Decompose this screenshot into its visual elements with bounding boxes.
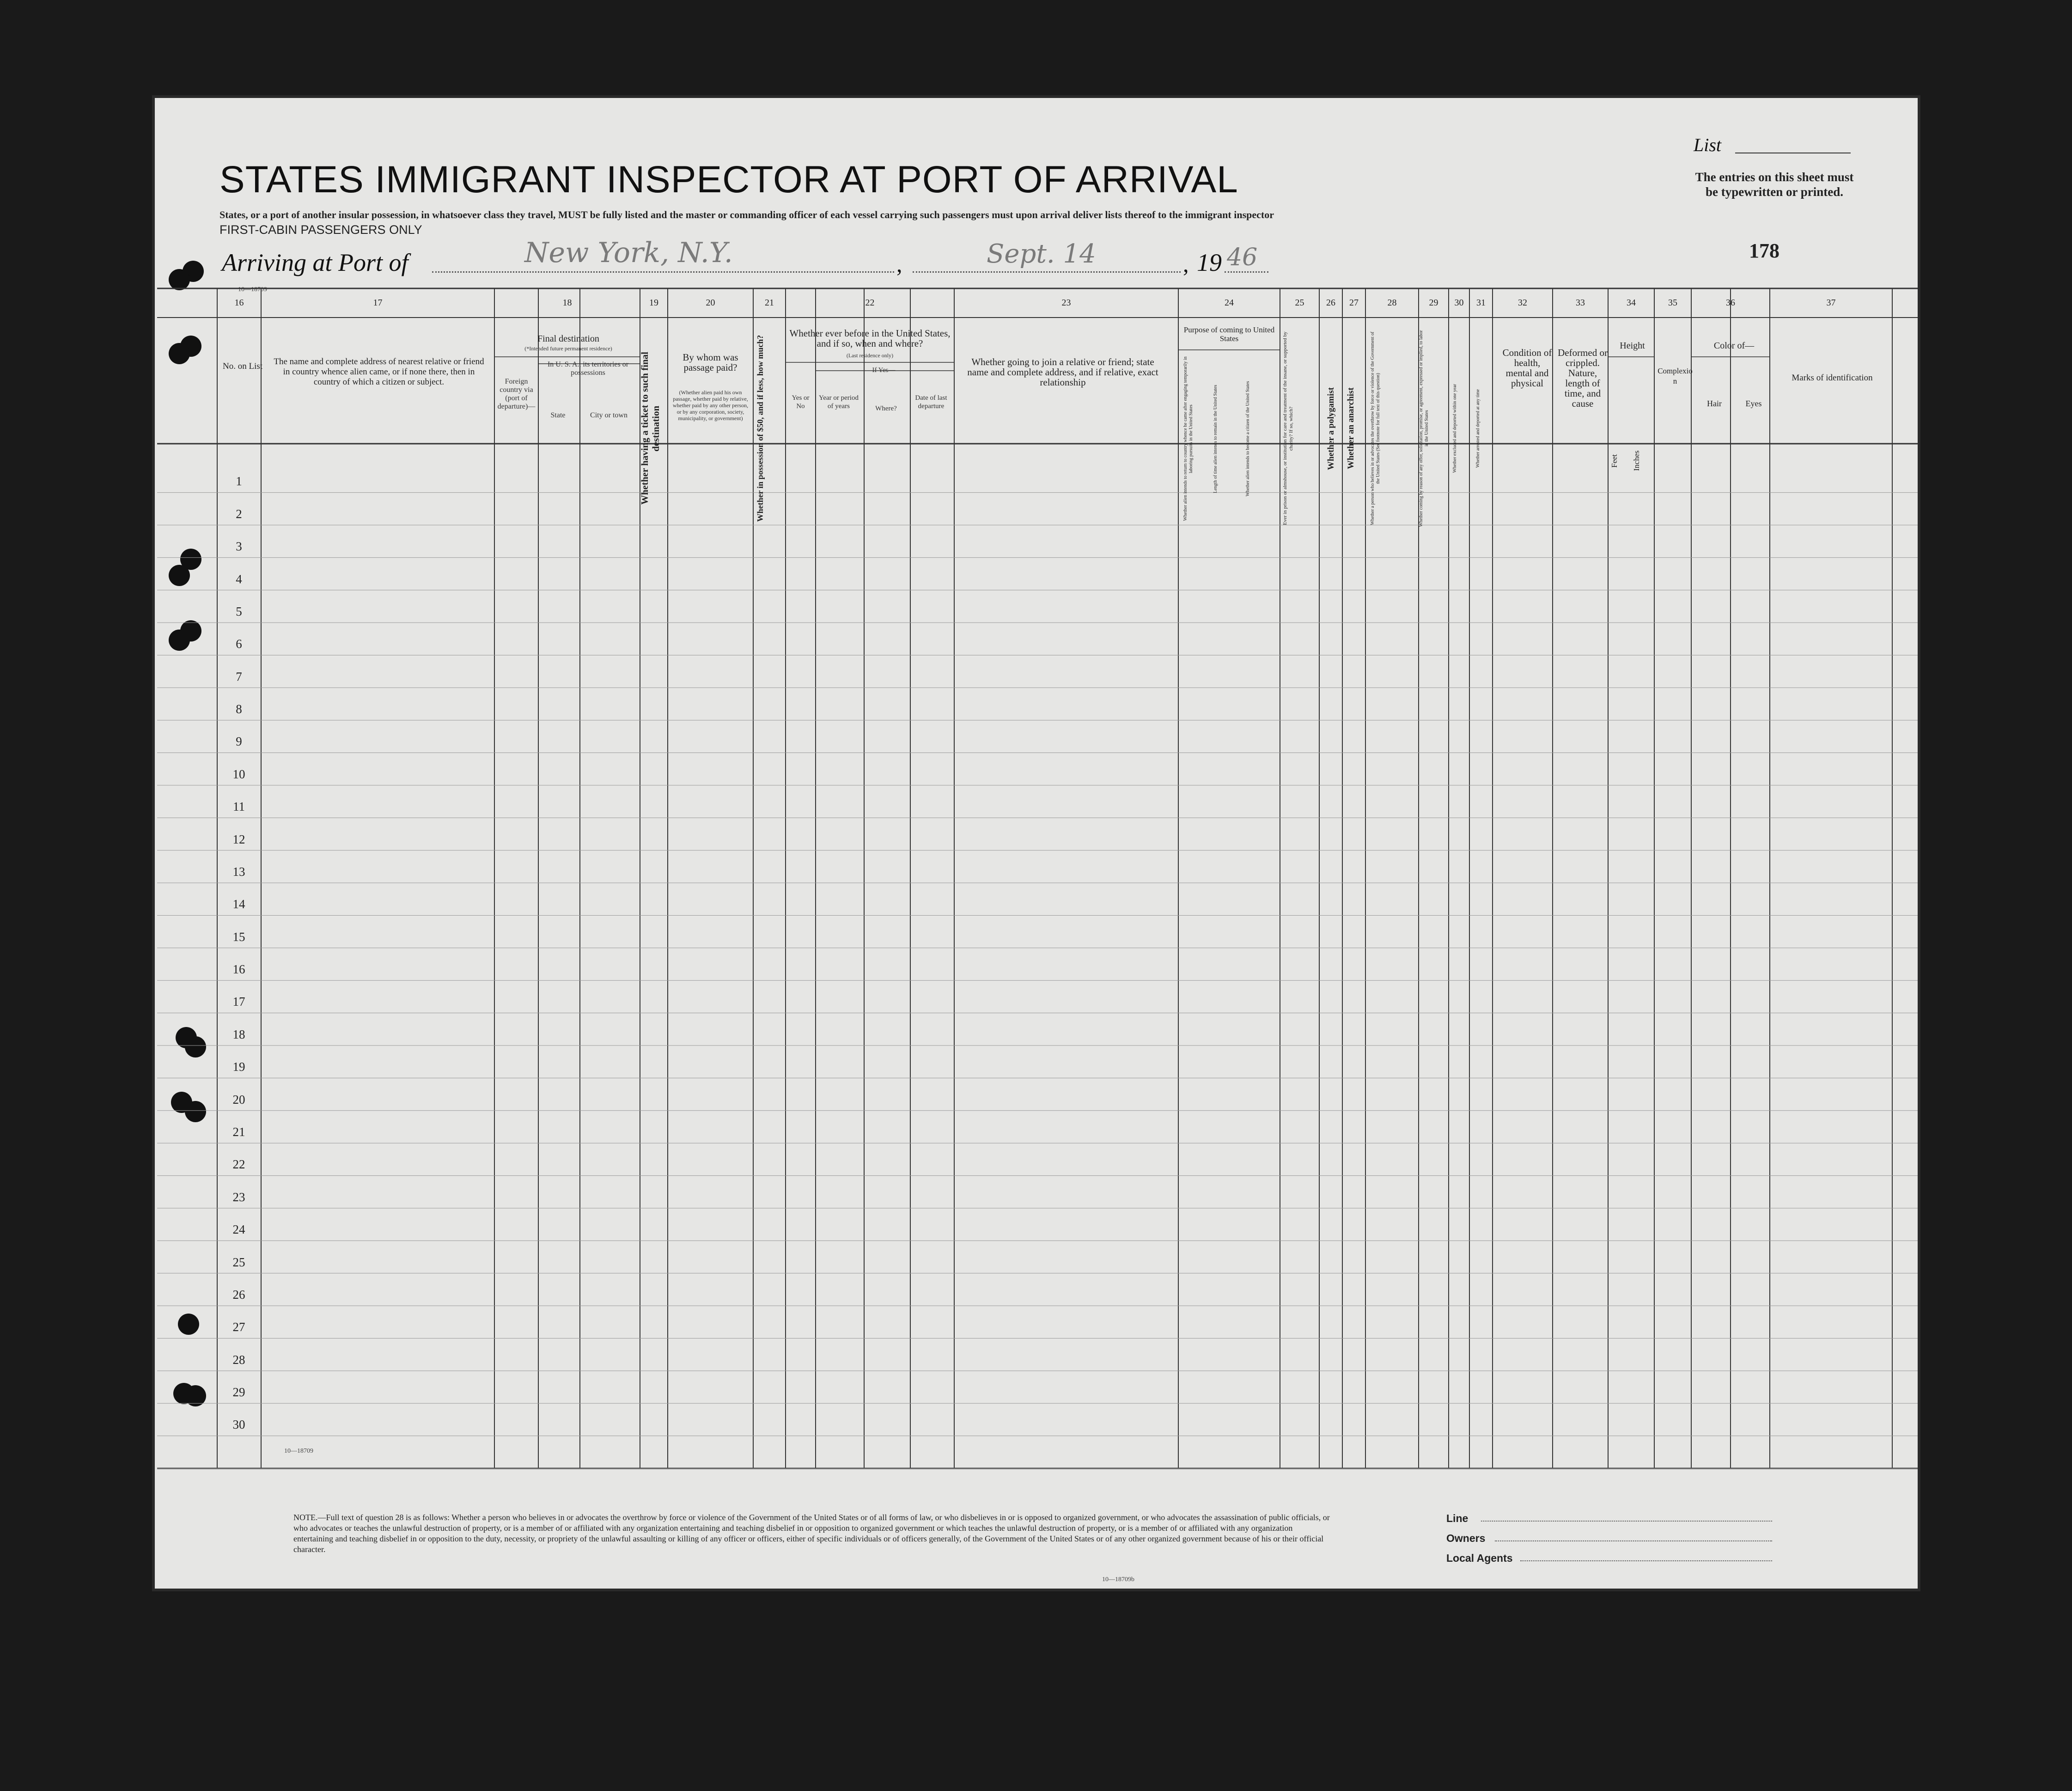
column-number: 33	[1576, 298, 1585, 308]
col-header-19: Whether having a ticket to such final destination	[639, 352, 661, 505]
passenger-class: FIRST-CABIN PASSENGERS ONLY	[219, 223, 422, 237]
col-header-18-usa: In U. S. A., its territories or possessions	[547, 361, 629, 377]
col-header-24-length: Length of time alien intends to remain in the United States	[1213, 385, 1218, 493]
table-grid	[155, 98, 1918, 1589]
col-header-26: Whether a polygamist	[1326, 387, 1336, 470]
col-header-29: Whether coming by reason of any offer, solicitation, promise, or agreement, expressed or implied, to labor in the United States	[1419, 330, 1429, 527]
column-number: 22	[865, 298, 875, 308]
list-label: List	[1694, 134, 1722, 155]
row-number: 2	[236, 507, 242, 521]
line-label: Line	[1446, 1512, 1469, 1524]
agents-field	[1520, 1560, 1772, 1561]
column-number: 36	[1726, 298, 1735, 308]
row-number: 26	[232, 1287, 245, 1302]
entries-note: The entries on this sheet must be typewritten or printed.	[1695, 170, 1854, 199]
row-number: 27	[232, 1320, 245, 1334]
manifest-sheet: STATES IMMIGRANT INSPECTOR AT PORT OF ARRIVAL States, or a port of another insular possession, in whatsoever class they travel, MUST be fully listed and the master or commanding officer of each vessel carrying such passengers must upon arrival deliver lists thereof to the immigrant inspector FIRST-CABIN PASSENGERS ONLY List The entries on this sheet must be typewritten or printed. 178 Arriving at Port of New York, N.Y. , Sept. 14 , 19 46 10—18709 16 17 18 19 20 21 22 23 24 25 26 27 28 29 30 31 32 33 34 35 36 37 No. on List The name and complete address of nearest relative or friend in country whence alien came, or if none there, then in country of which a citizen or subject. Final destination (*Intended future permanent residence) Foreign country via (port of departure)— In U. S. A., its territories or possessions State City or town Whether having a ticket to such final destination By whom was passage paid? (Whether alien paid his own passage, whether paid by relative, whether paid by any other person, or by any corporation, society, municipality, or government) Whether in possession of $50, and if less, how much? Whether ever before in the United States, and if so, when and where? (Last residence only) Yes or No If Yes— Year or period of years Where? Date of last departure Whether going to join a relative or friend; state name and complete address, and if relative, exact relationship Purpose of coming to United States Whether alien intends to return to country whence he came after engaging temporarily in laboring pursuits in the United States Length of time alien intends to remain in the United States Whether alien intends to become a citizen of the United States Ever in prison or almshouse, or institution for care and treatment of the insane, or supported by charity? If so, which? Whether a polygamist Whether an anarchist Whether a person who believes in or advocates the overthrow by force or violence of the Government of the United States (See footnote for full text of this question) Whether coming by reason of any offer, solicitation, promise, or agreement, expressed or implied, to labor in the United States Whether excluded and deported within one year Whether arrested and deported at any time Condition of health, mental and physical Deformed or crippled. Nature, length of time, and cause Height Feet Inches Complexion Color of— Hair Eyes Marks of identification 1 2 3 4 5 6 7 8 9 10 11 12 13 14 15 16 17 18 19 20 21 22 23 24 25 26 27 28 29 30 10—18709 NOTE.—Full text of question 28 is as follows: Whether a person who believes in or advocates the overthrow by force or violence of the Government of the United States or of all forms of law, or who disbelieves in or is opposed to organized government, or who advocates the assassination of public officials, or who advocates or teaches the unlawful destruction of property, or is a member of or affiliated with any organization entertaining and teaching disbelief in or opposition to organized government or which teaches the unlawful destruction of property, or is a member of or affiliated with any organization entertaining and teaching disbelief in or opposition to the duty, necessity, or propriety of the unlawful assaulting or killing of any officer or officers, either of specific individuals or of officers generally, of the Government of the United States or of any other organized government because of his or their official character. 10—18709b Line Owners Local Agents	[155, 98, 1918, 1589]
col-header-27: Whether an anarchist	[1346, 387, 1356, 470]
form-subtitle: States, or a port of another insular possession, in whatsoever class they travel, MUST be fully listed and the master or commanding officer of each vessel carrying such passengers must upon arrival deliver lists thereof to the immigrant inspector	[219, 209, 1274, 220]
column-number: 34	[1627, 298, 1636, 308]
row-number: 8	[236, 702, 242, 716]
form-number: 10—18709	[238, 286, 267, 293]
row-number: 25	[232, 1255, 245, 1269]
row-number: 3	[236, 539, 242, 554]
col-header-34-feet: Feet	[1610, 454, 1619, 468]
col-header-18-note: (*Intended future permanent residence)	[524, 345, 612, 352]
col-header-22-year: Year or period of years	[819, 394, 859, 410]
col-header-34-inches: Inches	[1632, 450, 1641, 471]
row-number: 4	[236, 572, 242, 586]
row-number: 19	[232, 1060, 245, 1074]
column-number: 35	[1668, 298, 1677, 308]
column-number: 21	[765, 298, 774, 308]
column-number: 16	[234, 298, 244, 308]
date-handwritten: Sept. 14	[987, 239, 1096, 269]
row-number: 12	[232, 832, 245, 846]
col-header-36-hair: Hair	[1707, 399, 1722, 408]
line-field	[1481, 1521, 1772, 1522]
col-header-35: Complexion	[1658, 367, 1693, 385]
row-number: 24	[232, 1223, 245, 1237]
col-header-31: Whether arrested and deported at any time	[1475, 389, 1481, 468]
row-number: 22	[232, 1157, 245, 1172]
row-number: 15	[232, 929, 245, 944]
row-number: 16	[232, 962, 245, 977]
col-header-32: Condition of health, mental and physical	[1502, 347, 1552, 389]
col-header-18-state: State	[550, 411, 566, 419]
owners-field	[1495, 1540, 1772, 1541]
column-number: 32	[1518, 298, 1527, 308]
col-header-22: Whether ever before in the United States, and if so, when and where?	[789, 328, 951, 349]
column-number: 17	[373, 298, 383, 308]
column-number: 18	[562, 298, 572, 308]
col-header-18-city: City or town	[590, 411, 628, 419]
row-number: 20	[232, 1092, 245, 1106]
form-number-bottom: 10—18709	[284, 1448, 313, 1455]
col-header-22-ifyes: If Yes—	[872, 367, 896, 374]
row-number: 11	[233, 800, 245, 814]
row-number: 23	[232, 1190, 245, 1204]
column-number: 20	[706, 298, 715, 308]
col-header-36-eyes: Eyes	[1745, 399, 1762, 408]
col-header-22-date: Date of last departure	[915, 394, 947, 410]
col-header-34: Height	[1620, 341, 1645, 351]
row-number: 28	[232, 1352, 245, 1367]
row-number: 17	[232, 995, 245, 1009]
column-number: 28	[1387, 298, 1397, 308]
arriving-label: Arriving at Port of	[222, 249, 408, 276]
row-number: 21	[232, 1125, 245, 1139]
col-header-20-note: (Whether alien paid his own passage, whether paid by relative, whether paid by any other person, or by any corporation, society, municipality, or government)	[672, 389, 749, 422]
year-prefix: 19	[1197, 249, 1222, 276]
col-header-25: Ever in prison or almshouse, or institution for care and treatment of the insane, or supported by charity? If so, which?	[1282, 331, 1294, 526]
row-number: 1	[236, 474, 242, 489]
column-number: 25	[1295, 298, 1304, 308]
agents-label: Local Agents	[1446, 1552, 1513, 1564]
column-number: 23	[1061, 298, 1071, 308]
col-header-17: The name and complete address of nearest relative or friend in country whence alien came, or if none there, then in country of which a citizen or subject.	[274, 357, 484, 387]
row-number: 5	[236, 604, 242, 618]
footnote: NOTE.—Full text of question 28 is as follows: Whether a person who believes in or advocates the overthrow by force or violence of the Government of the United States or of all forms of law, or who disbelieves in or is opposed to organized government, or who advocates the assassination of public officials, or who advocates or teaches the unlawful destruction of property, or is a member of or affiliated with any organization entertaining and teaching disbelief in or opposition to organized government or which teaches the unlawful destruction of property, or is a member of or affiliated with any organization entertaining and teaching disbelief in or opposition to the duty, necessity, or propriety of the unlawful assaulting or killing of any officer or officers, either of specific individuals or of officers generally, of the Government of the United States or of any other organized government because of his or their official character.	[293, 1513, 1330, 1554]
row-number: 13	[232, 864, 245, 879]
form-title: STATES IMMIGRANT INSPECTOR AT PORT OF ARRIVAL	[219, 159, 1238, 201]
page-number: 178	[1749, 239, 1779, 262]
row-number: 9	[236, 734, 242, 749]
column-number: 26	[1326, 298, 1335, 308]
col-header-28: Whether a person who believes in or advocates the overthrow by force or violence of the Government of the United States (See footnote for full text of this question)	[1370, 331, 1381, 526]
row-number: 18	[232, 1027, 245, 1041]
col-header-30: Whether excluded and deported within one year	[1452, 384, 1457, 473]
row-number: 10	[232, 767, 245, 781]
col-header-20: By whom was passage paid?	[683, 352, 738, 373]
col-header-16: No. on List	[222, 361, 263, 371]
column-number: 37	[1826, 298, 1836, 308]
owners-label: Owners	[1446, 1532, 1486, 1544]
col-header-23: Whether going to join a relative or friend; state name and complete address, and if relative, exact relationship	[967, 356, 1158, 388]
footnote-form-number: 10—18709b	[1102, 1576, 1134, 1583]
column-number: 24	[1225, 298, 1234, 308]
row-number: 30	[232, 1418, 245, 1432]
column-number: 19	[649, 298, 658, 308]
col-header-37: Marks of identification	[1792, 373, 1873, 383]
column-number: 31	[1476, 298, 1486, 308]
col-header-22-note: (Last residence only)	[846, 352, 894, 359]
col-header-21: Whether in possession of $50, and if less, how much?	[756, 335, 765, 522]
col-header-36: Color of—	[1713, 341, 1755, 351]
col-header-18-foreign: Foreign country via (port of departure)—	[497, 378, 536, 410]
port-handwritten: New York, N.Y.	[524, 237, 733, 269]
row-number: 29	[232, 1385, 245, 1400]
col-header-18: Final destination	[537, 334, 599, 344]
year-handwritten: 46	[1227, 244, 1258, 271]
col-header-24-return: Whether alien intends to return to country whence he came after engaging temporarily in laboring pursuits in the United States	[1183, 356, 1194, 521]
col-header-33: Deformed or crippled. Nature, length of time, and cause	[1558, 347, 1608, 409]
col-header-22-where: Where?	[875, 405, 897, 412]
column-number: 29	[1429, 298, 1438, 308]
column-number: 30	[1454, 298, 1464, 308]
row-number: 14	[232, 897, 245, 911]
row-number: 7	[236, 669, 242, 684]
column-number: 27	[1349, 298, 1359, 308]
row-number: 6	[236, 637, 242, 651]
col-header-24: Purpose of coming to United States	[1183, 325, 1275, 343]
col-header-22-yesno: Yes or No	[792, 394, 810, 410]
col-header-24-citizen: Whether alien intends to become a citizen of the United States	[1245, 381, 1250, 497]
